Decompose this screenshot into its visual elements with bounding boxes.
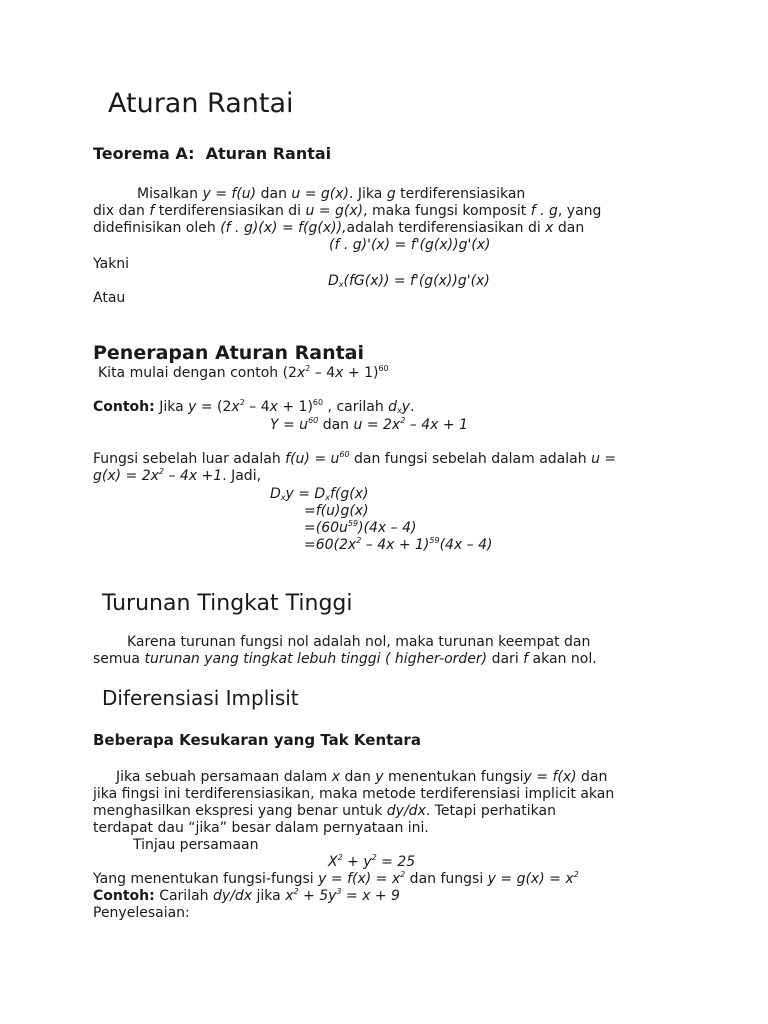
math: x [296,365,306,381]
implisit-line-5: Tinjau persamaan [133,837,259,853]
math: = x + 9 [341,888,400,904]
text: + 1) [277,399,313,415]
text: menghasilkan ekspresi yang benar untuk [93,803,387,819]
superscript: 2 [337,853,343,862]
text: = (2 [196,399,232,415]
derivation-line-2: =f(u)g(x) [304,503,369,519]
circle-equation [328,854,415,871]
text: Fungsi sebelah luar adalah [93,451,286,467]
text: Kita mulai dengan contoh (2 [98,365,297,381]
math: u = g(x) [291,186,350,202]
math: y = f(u) [202,186,257,202]
theorem-line-3 [93,220,584,237]
text: dan [553,220,585,236]
text: di [93,203,106,219]
superscript: 2 [356,536,362,545]
math: Y = u [270,417,309,433]
math: dy/dx [386,803,426,819]
text: Misalkan [137,186,203,202]
fungsi-line-2 [93,468,261,485]
math: (fG(x)) = f'(g(x))g'(x) [343,273,490,289]
text: dan fungsi [405,871,488,887]
math: x [545,220,554,236]
math: D [328,273,339,289]
math: y = g(x) = x [487,871,574,887]
theorem-label: Teorema A: [93,144,195,163]
implisit-line-1 [116,769,607,786]
example-label: Contoh: [93,888,155,904]
math: x [231,399,240,415]
superscript: 2 [400,416,406,425]
math: u [591,451,600,467]
section-heading-implisit: Diferensiasi Implisit [102,686,299,710]
math: f(u) = u [285,451,340,467]
subscript: x [338,280,344,289]
text: adalah terdiferensiasikan di [346,220,546,236]
text: + 1) [343,365,379,381]
math: x [105,203,115,219]
math: y [401,399,411,415]
derivation-line-1 [270,486,368,503]
implisit-line-4: terdapat dau “jika” besar dalam pernyataan ini. [93,820,429,836]
math: f(g(x) [329,486,369,502]
theorem-heading [93,144,331,164]
penerapan-intro [98,365,389,382]
text: Carilah [154,888,213,904]
subsection-heading: Beberapa Kesukaran yang Tak Kentara [93,731,421,749]
superscript: 2 [573,870,579,879]
superscript: 2 [371,853,377,862]
math: )(4x – 4) [358,520,417,536]
superscript: 59 [347,519,359,528]
text: dan [256,186,292,202]
text: Yang menentukan fungsi-fungsi [93,871,319,887]
subscript: x [397,406,402,415]
math: = 25 [376,854,416,870]
math: x [285,888,294,904]
text: . Jadi, [222,468,262,484]
math: y [188,399,197,415]
math: u = 2x [353,417,401,433]
text: , maka fungsi komposit [363,203,531,219]
yakni-label: Yakni [93,256,130,272]
superscript: 2 [305,364,311,373]
section-heading-penerapan: Penerapan Aturan Rantai [93,342,365,364]
text: jika [252,888,286,904]
math: f . g [530,203,558,219]
text: Jika sebuah persamaan dalam [116,769,332,785]
text: dan [340,769,376,785]
theorem-name: Aturan Rantai [205,144,332,163]
text: akan nol. [528,651,597,667]
math: (f . g)(x) = f(g(x)), [220,220,347,236]
math: – 4x +1 [164,468,223,484]
fungsi-line-1 [93,451,616,468]
superscript: 2 [239,398,245,407]
superscript: 60 [339,450,350,459]
text: dan [318,417,354,433]
text: , carilah [323,399,389,415]
superscript: 3 [336,887,342,896]
page-title: Aturan Rantai [108,88,294,119]
math: y [375,769,384,785]
superscript: 60 [378,364,389,373]
text: = [599,451,617,467]
math: =(60u [304,520,348,536]
contoh-1 [93,399,415,416]
text: . Jika [349,186,387,202]
text: dan [576,769,608,785]
superscript: 59 [429,536,440,545]
implisit-line-2: jika fingsi ini terdiferensiasikan, maka metode terdiferensiasi implicit akan [93,786,615,802]
math: + y [342,854,372,870]
math: D [270,486,281,502]
theorem-line-2 [93,203,601,220]
math: f [523,651,529,667]
subscript: x [280,493,286,502]
text: didefinisikan oleh [93,220,221,236]
math: =60(2x [304,537,357,553]
theorem-line-1 [137,186,525,203]
math: x [335,365,344,381]
penyelesaian-label: Penyelesaian: [93,905,190,921]
chain-rule-formula: (f . g)'(x) = f'(g(x))g'(x) [329,237,491,253]
section-heading-turunan: Turunan Tingkat Tinggi [102,591,353,616]
text: dari [487,651,524,667]
contoh-2 [93,888,400,905]
math: g [386,186,396,202]
superscript: 2 [158,467,165,476]
math: + 5y [298,888,337,904]
math: – 4x + 1) [361,537,430,553]
text: , yang [557,203,602,219]
math: g(x) = 2x [93,468,159,484]
math: X [328,854,338,870]
math: – 4x + 1 [405,417,468,433]
text: dan [114,203,150,219]
derivation-line-3 [304,520,416,537]
implisit-line-3 [93,803,556,820]
text: – 4 [244,399,270,415]
atau-label: Atau [93,290,126,306]
text: Jika [154,399,189,415]
math: x [269,399,278,415]
text: menentukan fungsi [383,769,524,785]
text: dan fungsi sebelah dalam adalah [349,451,592,467]
math: d [388,399,398,415]
math: u = g(x) [305,203,364,219]
math: f [149,203,155,219]
text: – 4 [310,365,336,381]
superscript: 2 [400,870,406,879]
superscript: 2 [293,887,299,896]
math: y = D [285,486,326,502]
text: terdiferensiasikan di [154,203,306,219]
substitution-line [270,417,468,434]
text: semua [93,651,145,667]
subscript: x [325,493,330,502]
text: terdiferensiasikan [395,186,526,202]
derivation-line-4 [304,537,493,554]
superscript: 60 [312,398,324,407]
turunan-line-1: Karena turunan fungsi nol adalah nol, maka turunan keempat dan [127,634,591,650]
math: y = f(x) = x [318,871,401,887]
text: . Tetapi perhatikan [425,803,556,819]
text: . [410,399,415,415]
math: y = f(x) [523,769,577,785]
chain-rule-formula-d [328,273,490,290]
implisit-line-6 [93,871,579,888]
superscript: 60 [308,416,319,425]
example-label: Contoh: [93,399,155,415]
math: (4x – 4) [439,537,493,553]
math: dy/dx [213,888,253,904]
emphasis: turunan yang tingkat lebuh tinggi ( higher-order) [144,651,488,667]
math: x [331,769,341,785]
turunan-line-2 [93,651,597,668]
